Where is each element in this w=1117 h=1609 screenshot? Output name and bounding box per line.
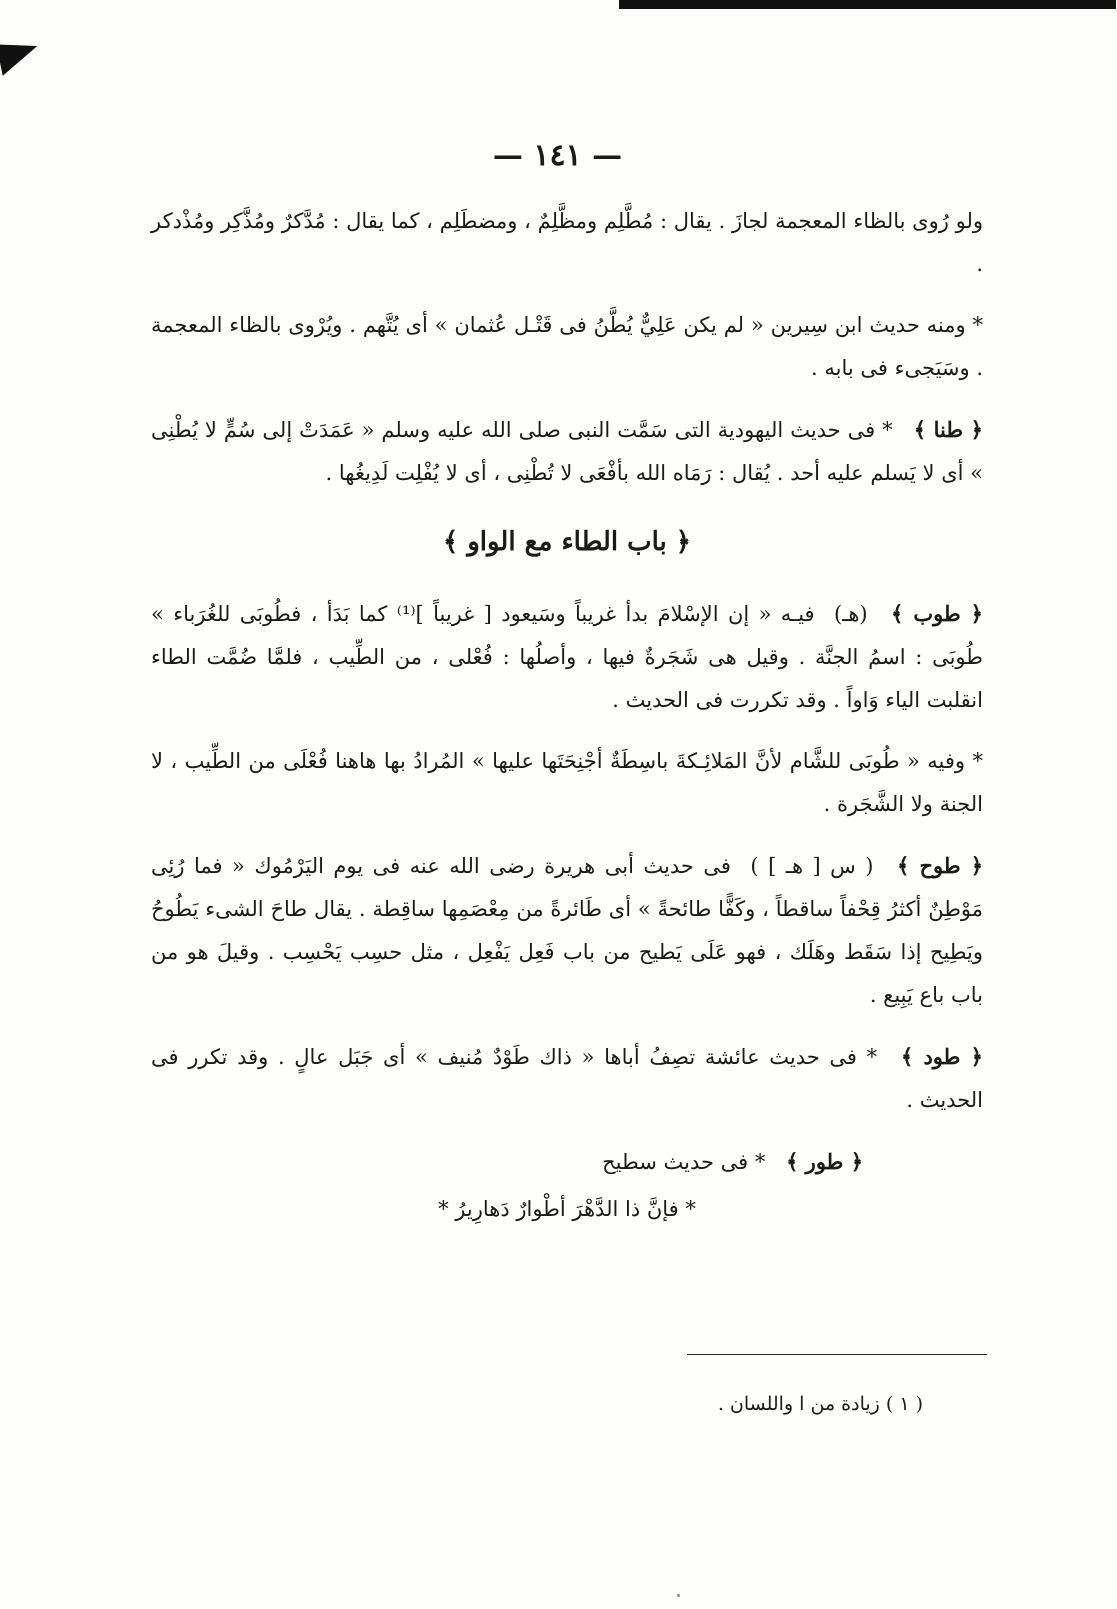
entry-head-word: ﴿ طود ﴾ bbox=[901, 1044, 984, 1069]
verse-line: * فإنَّ ذا الدَّهْرَ أطْوارٌ دَهارِيرُ * bbox=[439, 1197, 697, 1221]
entry-text: * وفيه « طُوبَى للشَّام لأنَّ المَلائِـكةَ باسِطَةٌ أجْنِحَتَها عليها » المُرادُ بها هاهنا فُعْلَى من الطِّيب ، لا الجنة ولا الشَّجَرة . bbox=[152, 749, 984, 816]
entry-tawr bbox=[152, 1140, 984, 1184]
entry-source-marker: ( س [ هـ ] ) bbox=[751, 854, 875, 878]
entry-tana bbox=[152, 408, 984, 495]
entry-tawd bbox=[152, 1035, 984, 1122]
footnote-divider bbox=[688, 1354, 988, 1355]
entry-text: * فى حديث سطيح bbox=[603, 1150, 767, 1174]
page-number: — ١٤١ — bbox=[493, 138, 624, 173]
entry-head-word: ﴿ طوب ﴾ bbox=[892, 601, 984, 626]
entry-source-marker: (هـ) bbox=[835, 602, 869, 626]
section-title: ﴿ باب الطاء مع الواو ﴾ bbox=[443, 527, 693, 557]
entry-head-word: ﴿ طنا ﴾ bbox=[914, 417, 984, 442]
entry-head-word: ﴿ طور ﴾ bbox=[787, 1149, 864, 1174]
scan-corner-mark bbox=[0, 36, 43, 76]
entry-text: * فى حديث عائشة تصِفُ أباها « ذاك طَوْدٌ مُنيف » أى جَبَل عالٍ . وقد تكرر فى الحديث . bbox=[152, 1045, 984, 1112]
entry-head-word: ﴿ طوح ﴾ bbox=[898, 853, 984, 878]
entry-tawb-sham bbox=[152, 740, 984, 826]
entry-tawh bbox=[152, 844, 984, 1017]
scan-speck bbox=[678, 1594, 681, 1597]
paragraph-continuation: ولو رُوى بالظاء المعجمة لجازَ . يقال : مُطَّلِم ومظَّلِمٌ ، ومضطَلِم ، كما يقال : مُدَّكرٌ ومُذَّكِر ومُذْدكر . bbox=[152, 209, 984, 276]
entry-text: فى حديث أبى هريرة رضى الله عنه فى يوم اليَرْمُوك « فما رُئِى مَوْطِنٌ أكثرُ قِحْفاً ساقطاً ، وكَفًّا طائحةً » أى طَائرةً من مِعْصَمِها ساقِطة . يقال طاحَ الشىء يَطُوحُ ويَطِيح إذا سَقَط وهَلَك ، فهو عَلَى يَطيح من باب فَعِل يَفْعِل ، مثل حسِب يَحْسِب . وقيلَ هو من باب باع يَبِيع . bbox=[152, 854, 984, 1007]
footnote: ( ١ ) زيادة من ا واللسان . bbox=[718, 1393, 924, 1415]
entry-text: * فى حديث اليهودية التى سَمَّت النبى صلى الله عليه وسلم « عَمَدَتْ إلى سُمٍّ لا يُطْنِى » أى لا يَسلم عليه أحد . يُقال : رَمَاه الله بأفْعَى لا تُطْنِى ، أى لا يُفْلِت لَدِيغُها . bbox=[152, 418, 984, 485]
scan-top-border bbox=[620, 0, 1117, 9]
page-body bbox=[152, 200, 984, 1231]
entry-text: فيـه « إن الإسْلامَ بدأ غريباً وسَيعود [ غريباً ]⁽¹⁾ كما بَدَأ ، فطُوبَى للغُرَباء » طُوبَى : اسمُ الجنَّة . وقيل هى شَجَرةٌ فيها ، وأصلُها : فُعْلى ، من الطِّيب ، فلمَّا ضُمَّت الطاء انقلبت الياء وَاواً . وقد تكررت فى الحديث . bbox=[152, 602, 984, 712]
entry-tawb bbox=[152, 592, 984, 722]
paragraph-ibn-sirin: * ومنه حديث ابن سِيرين « لم يكن عَلِيٌّ يُطَّنُ فى قَتْـل عُثمان » أى يُتَّهم . ويُرْوى بالظاء المعجمة . وسَيَجىء فى بابه . bbox=[152, 313, 984, 380]
